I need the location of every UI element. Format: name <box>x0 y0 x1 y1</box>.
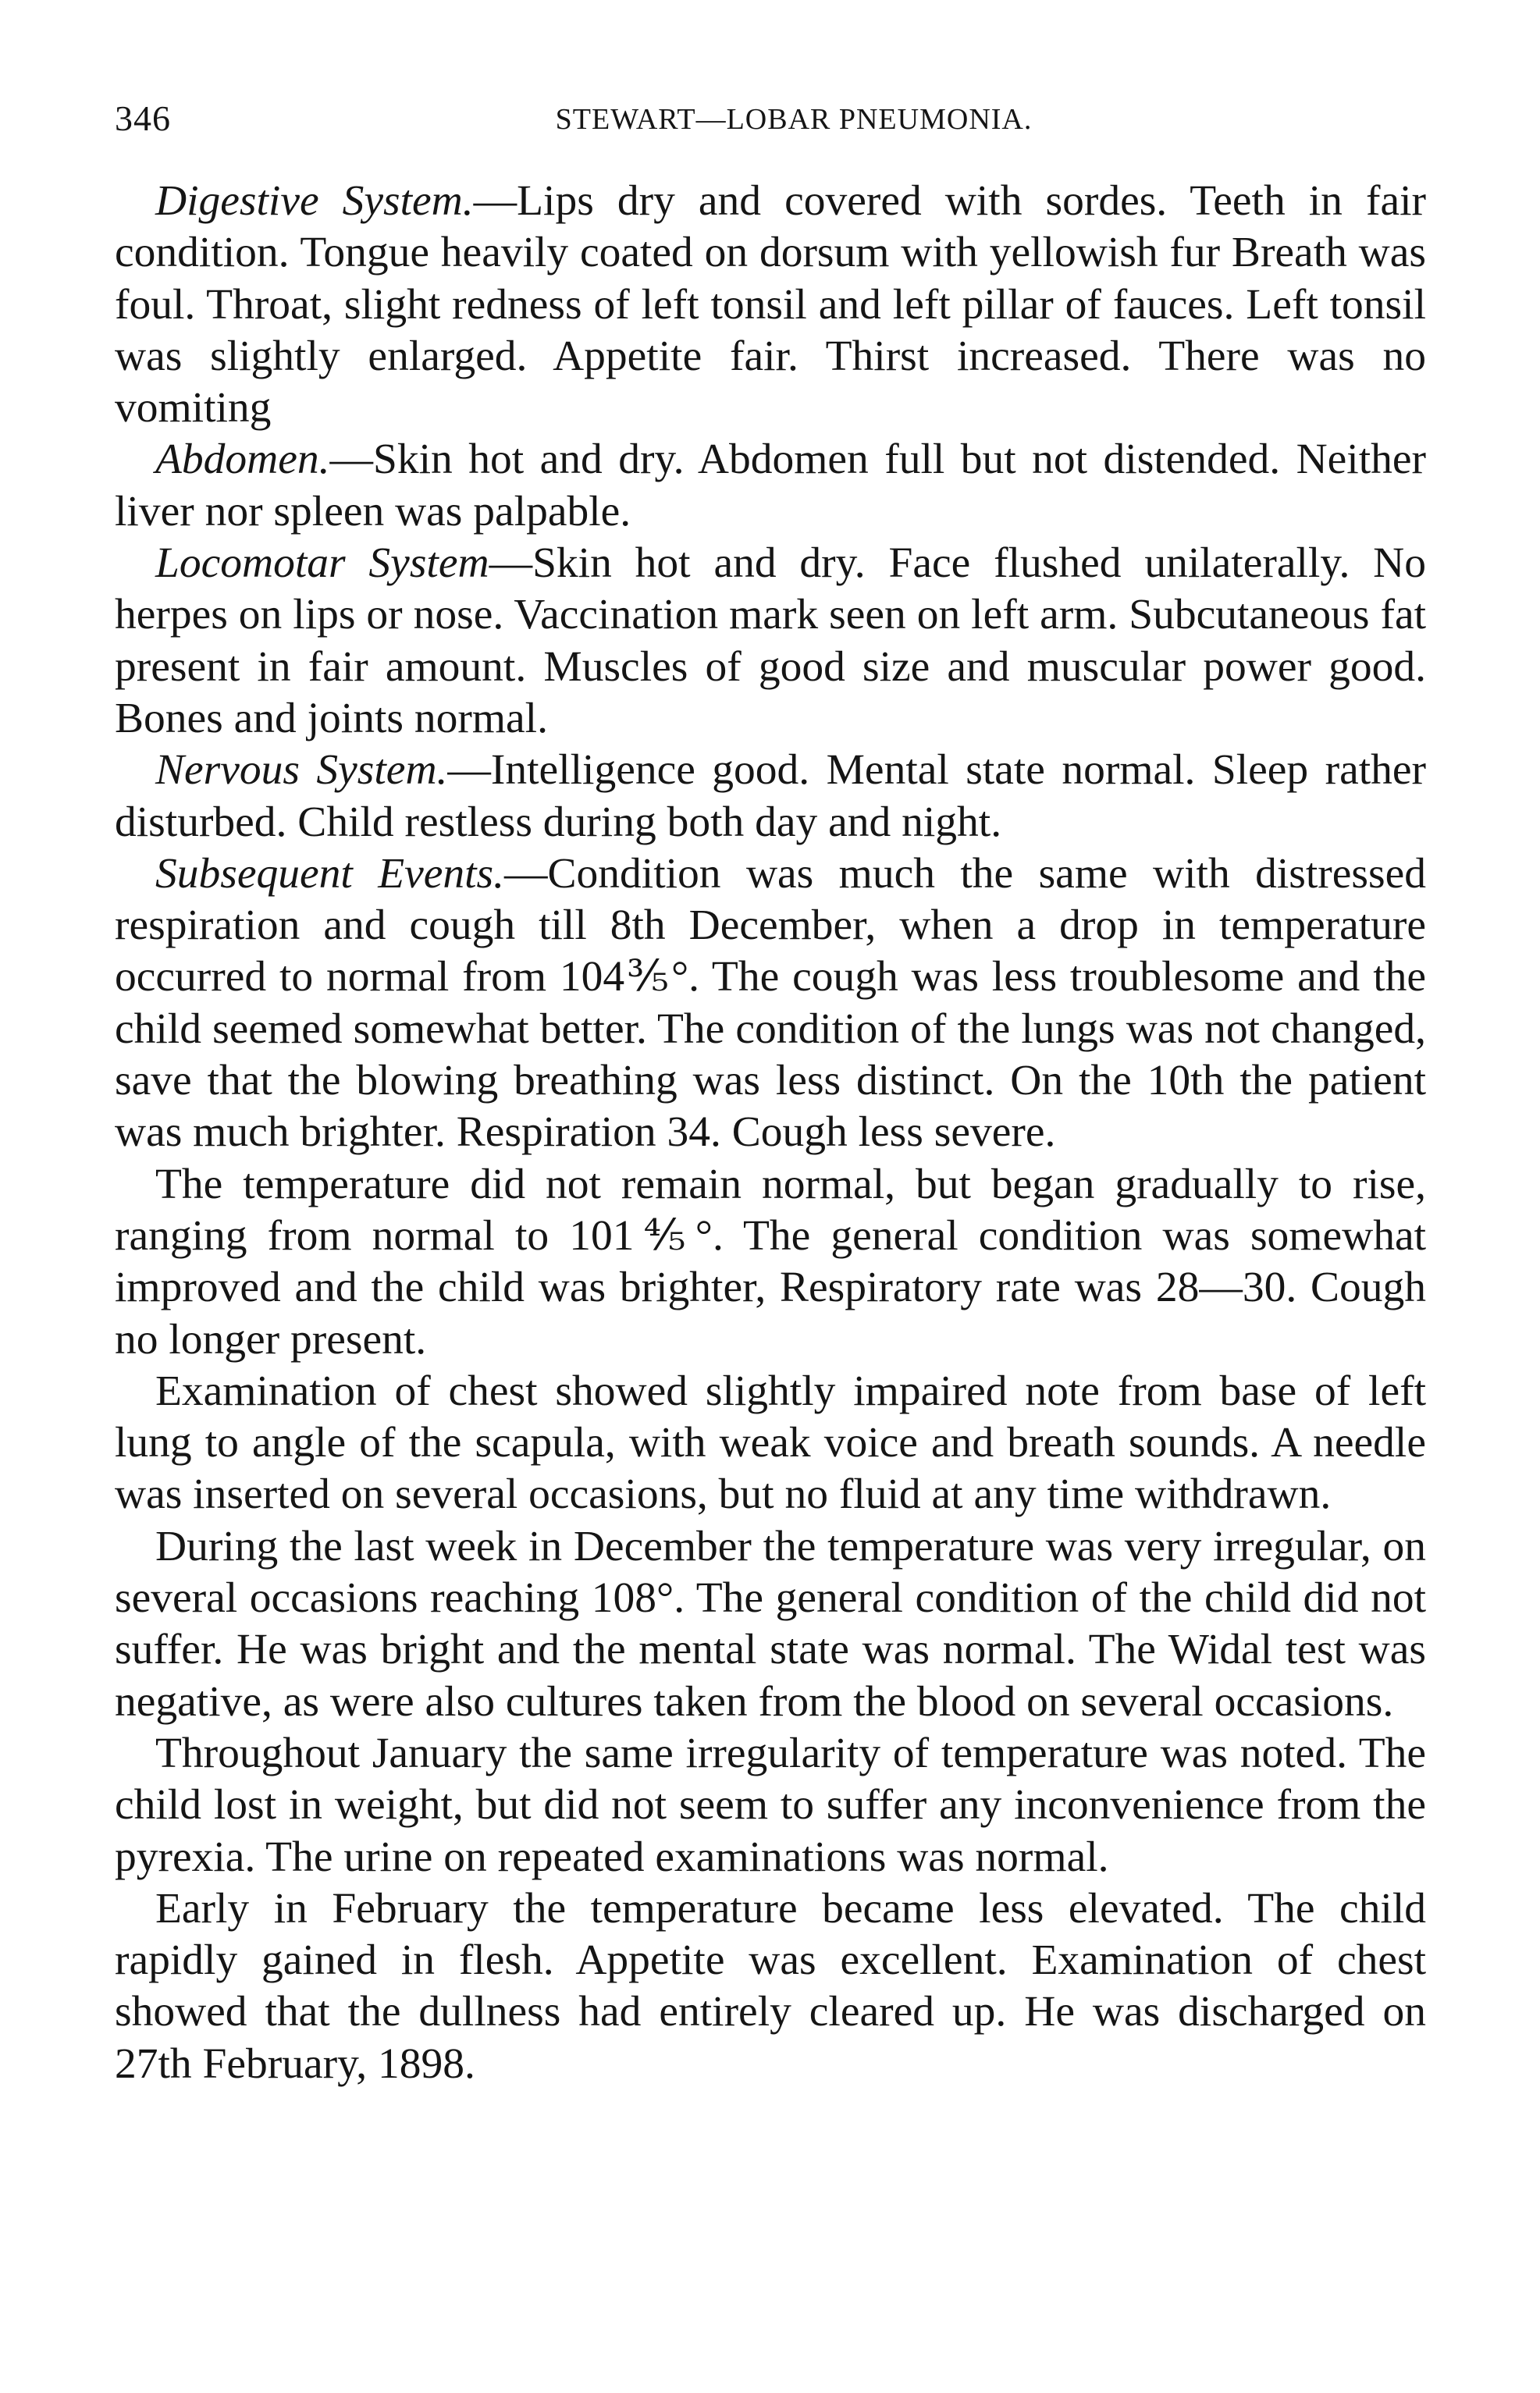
section-text: —Lips dry and covered with sordes. Teeth in fair condition. Tongue heavily coated on dorsum with yellowish fur Breath was foul. Throat, slight redness of left tonsil and left pillar of fauces. Left tonsil was slightly enlarged. Appetite fair. Thirst increased. There was no vomiting <box>115 177 1426 432</box>
paragraph: Examination of chest showed slightly impaired note from base of left lung to angle of the scapula, with weak voice and breath sounds. A needle was inserted on several occasions, but no fluid at any time withdrawn. <box>115 1367 1426 1519</box>
page-number: 346 <box>115 98 171 138</box>
paragraph: During the last week in December the temperature was very irregular, on several occasions reaching 108°. The general condition of the child did not suffer. He was bright and the mental state was normal. The Widal test was negative, as were also cultures taken from the blood on several occasions. <box>115 1522 1426 1726</box>
section-label: Locomotar System <box>155 539 489 588</box>
paragraph: Early in February the temperature became less elevated. The child rapidly gained in flesh. Appetite was excellent. Examination of chest showed that the dullness had entirely cleared up. He was discharged on 27th February, 1898. <box>115 1884 1426 2088</box>
paragraph: Throughout January the same irregularity of temperature was noted. The child lost in weight, but did not seem to suffer any inconvenience from the pyrexia. The urine on repeated examinations was normal. <box>115 1729 1426 1881</box>
section-label: Abdomen. <box>155 436 330 484</box>
section-text: —Skin hot and dry. Abdomen full but not distended. Neither liver nor spleen was palpable. <box>115 436 1426 535</box>
section-text: —Intelligence good. Mental state normal. Sleep rather disturbed. Child restless during both day and night. <box>115 746 1426 846</box>
paragraph: The temperature did not remain normal, but began gradually to rise, ranging from normal to 101⅘°. The general condition was somewhat improved and the child was brighter, Respiratory rate was 28—30. Cough no longer present. <box>115 1160 1426 1364</box>
section-label: Nervous System. <box>155 746 448 795</box>
section-label: Subsequent Events. <box>155 849 505 898</box>
section-digestive-system <box>115 176 1426 434</box>
section-locomotor-system <box>115 538 1426 745</box>
section-label: Digestive System. <box>155 177 474 225</box>
section-nervous-system <box>115 745 1426 848</box>
section-text: —Skin hot and dry. Face flushed unilaterally. No herpes on lips or nose. Vaccination mark seen on left arm. Subcutaneous fat present in fair amount. Muscles of good size and muscular power good. Bones and joints normal. <box>115 539 1427 742</box>
running-title: STEWART—LOBAR PNEUMONIA. <box>555 103 1033 136</box>
section-subsequent-events <box>115 848 1426 1159</box>
section-text: —Condition was much the same with distressed respiration and cough till 8th December, when a drop in temperature occurred to normal from 104⅗°. The cough was less troublesome and the child seemed somewhat better. The condition of the lungs was not changed, save that the blowing breathing was less distinct. On the 10th the patient was much brighter. Respiration 34. Cough less severe. <box>115 849 1426 1157</box>
page-header <box>115 98 1426 144</box>
page-body <box>115 176 1426 2090</box>
section-abdomen <box>115 434 1426 538</box>
